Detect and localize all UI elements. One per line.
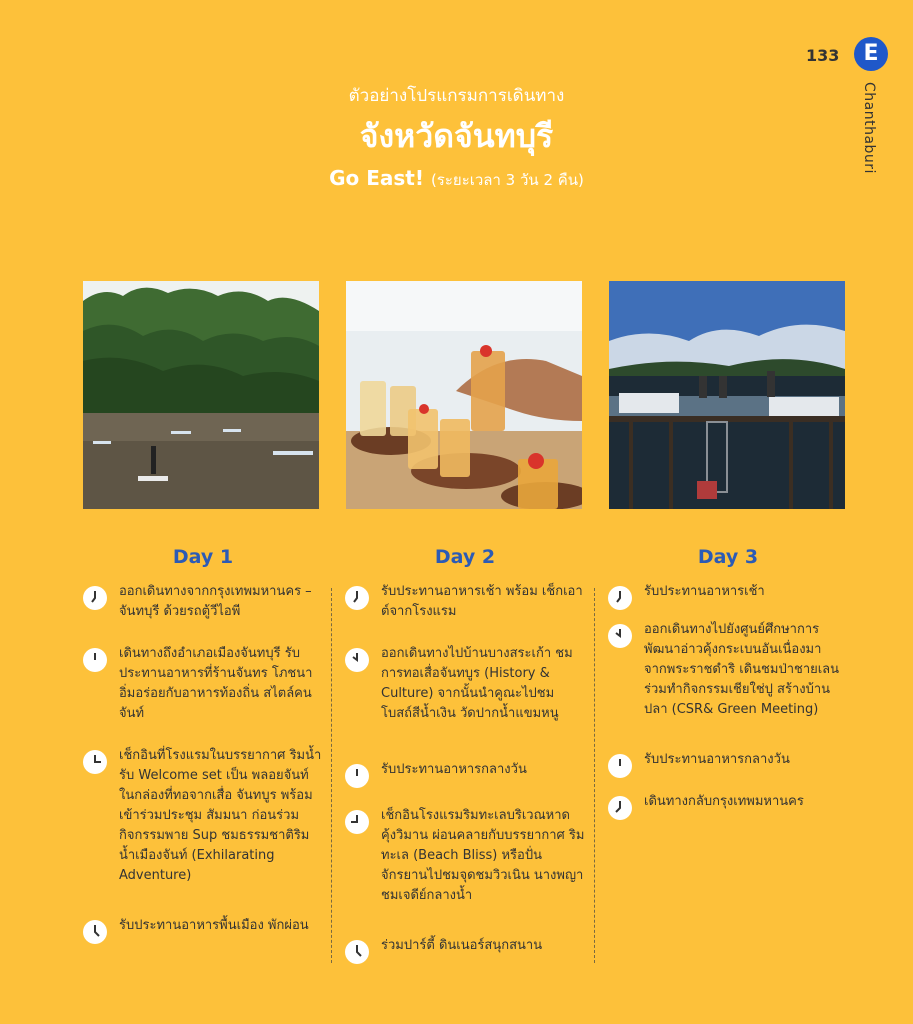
day-3-item — [608, 620, 848, 750]
day-1-item — [83, 746, 323, 916]
day-3-title: Day 3 — [697, 546, 759, 568]
page-title: จังหวัดจันทบุรี — [359, 117, 554, 155]
day-2-item — [345, 936, 585, 956]
clock-icon — [83, 648, 107, 672]
clock-icon — [345, 648, 369, 672]
photo-mangrove-pier — [609, 281, 845, 509]
day-1-item-text: รับประทานอาหารพื้นเมือง พักผ่อน — [119, 918, 309, 933]
column-divider — [331, 588, 332, 963]
tagline-main: Go East! — [329, 166, 424, 190]
clock-icon — [345, 764, 369, 788]
day-2-item-text: ออกเดินทางไปบ้านบางสระเก้า ชมการทอเสื่อจันทบูร (History & Culture) จากนั้นนำคูณะไปชม โบสถ์สีน้ำเงิน วัดปากน้ำแขมหนู — [381, 646, 573, 721]
day-2-title: Day 2 — [434, 546, 496, 568]
clock-icon — [83, 920, 107, 944]
tagline-sub: (ระยะเวลา 3 วัน 2 คืน) — [430, 171, 584, 189]
clock-icon — [608, 796, 632, 820]
day-1-item — [83, 644, 323, 746]
day-3-item-text: รับประทานอาหารเช้า — [644, 584, 765, 599]
clock-icon — [345, 586, 369, 610]
day-1-item — [83, 916, 323, 936]
day-2-item — [345, 806, 585, 936]
page-number: 133 — [806, 46, 840, 65]
day-1-item-text: เดินทางถึงอำเภอเมืองจันทบุรี รับประทานอาหารที่ร้านจันทร โภชนา อิ่มอร่อยกับอาหารท้องถิ่น สไตล์คนจันท์ — [119, 646, 313, 721]
photo-appetizer-cups — [346, 281, 582, 509]
photo-sup-paddling — [83, 281, 319, 509]
day-3-item-text: ออกเดินทางไปยังศูนย์ศึกษาการ พัฒนาอ่าวคุ้งกระเบนอันเนื่องมา จากพระราชดำริ เดินชมป่าชายเลน ร่วมทำกิจกรรมเชียใช่ปู สร้างบ้าน ปลา (CSR& Green Meeting) — [644, 622, 840, 717]
header-subtitle: ตัวอย่างโปรแกรมการเดินทาง — [348, 86, 565, 106]
day-3-item — [608, 750, 848, 792]
day-1-item-text: เช็กอินที่โรงแรมในบรรยากาศ ริมน้ำ รับ Welcome set เป็น พลอยจันท์ในกล่องที่ทอจากเสื่อ จันทบูร พร้อมเข้าร่วมประชุม สัมมนา ก่อนร่วมกิจกรรมพาย Sup ชมธรรมชาติริมน้ำเมืองจันท์ (Exhilarating Adventure) — [119, 748, 322, 883]
day-2-item-text: รับประทานอาหารเช้า พร้อม เช็กเอาต์จากโรงแรม — [381, 584, 583, 619]
day-2-column — [345, 546, 585, 956]
day-1-item-text: ออกเดินทางจากกรุงเทพมหานคร – จันทบุรี ด้วยรถตู้วีไอพี — [119, 584, 312, 619]
clock-icon — [608, 586, 632, 610]
clock-icon — [83, 750, 107, 774]
day-1-item — [83, 582, 323, 644]
header-tagline — [0, 166, 913, 192]
day-2-item-text: ร่วมปาร์ตี้ ดินเนอร์สนุกสนาน — [381, 938, 543, 953]
day-1-title: Day 1 — [172, 546, 234, 568]
clock-icon — [608, 754, 632, 778]
day-3-item — [608, 582, 848, 620]
day-3-column — [608, 546, 848, 812]
page-header — [0, 82, 913, 192]
clock-icon — [608, 624, 632, 648]
clock-icon — [345, 810, 369, 834]
day-2-item-text: รับประทานอาหารกลางวัน — [381, 762, 527, 777]
day-2-item-text: เช็กอินโรงแรมริมทะเลบริเวณหาด คุ้งวิมาน ผ่อนคลายกับบรรยากาศ ริมทะเล (Beach Bliss) หรือปั่น จักรยานไปชมจุดชมวิวเนิน นางพญา ชมเจดีย์กลางน้ำ — [381, 808, 585, 903]
day-1-column — [83, 546, 323, 936]
clock-icon — [83, 586, 107, 610]
clock-icon — [345, 940, 369, 964]
column-divider — [594, 588, 595, 963]
section-label: Chanthaburi — [861, 82, 877, 174]
section-badge: E — [854, 37, 888, 71]
day-2-item — [345, 644, 585, 760]
day-2-item — [345, 760, 585, 806]
day-2-item — [345, 582, 585, 644]
day-3-item-text: เดินทางกลับกรุงเทพมหานคร — [644, 794, 804, 809]
day-3-item-text: รับประทานอาหารกลางวัน — [644, 752, 790, 767]
day-3-item — [608, 792, 848, 812]
